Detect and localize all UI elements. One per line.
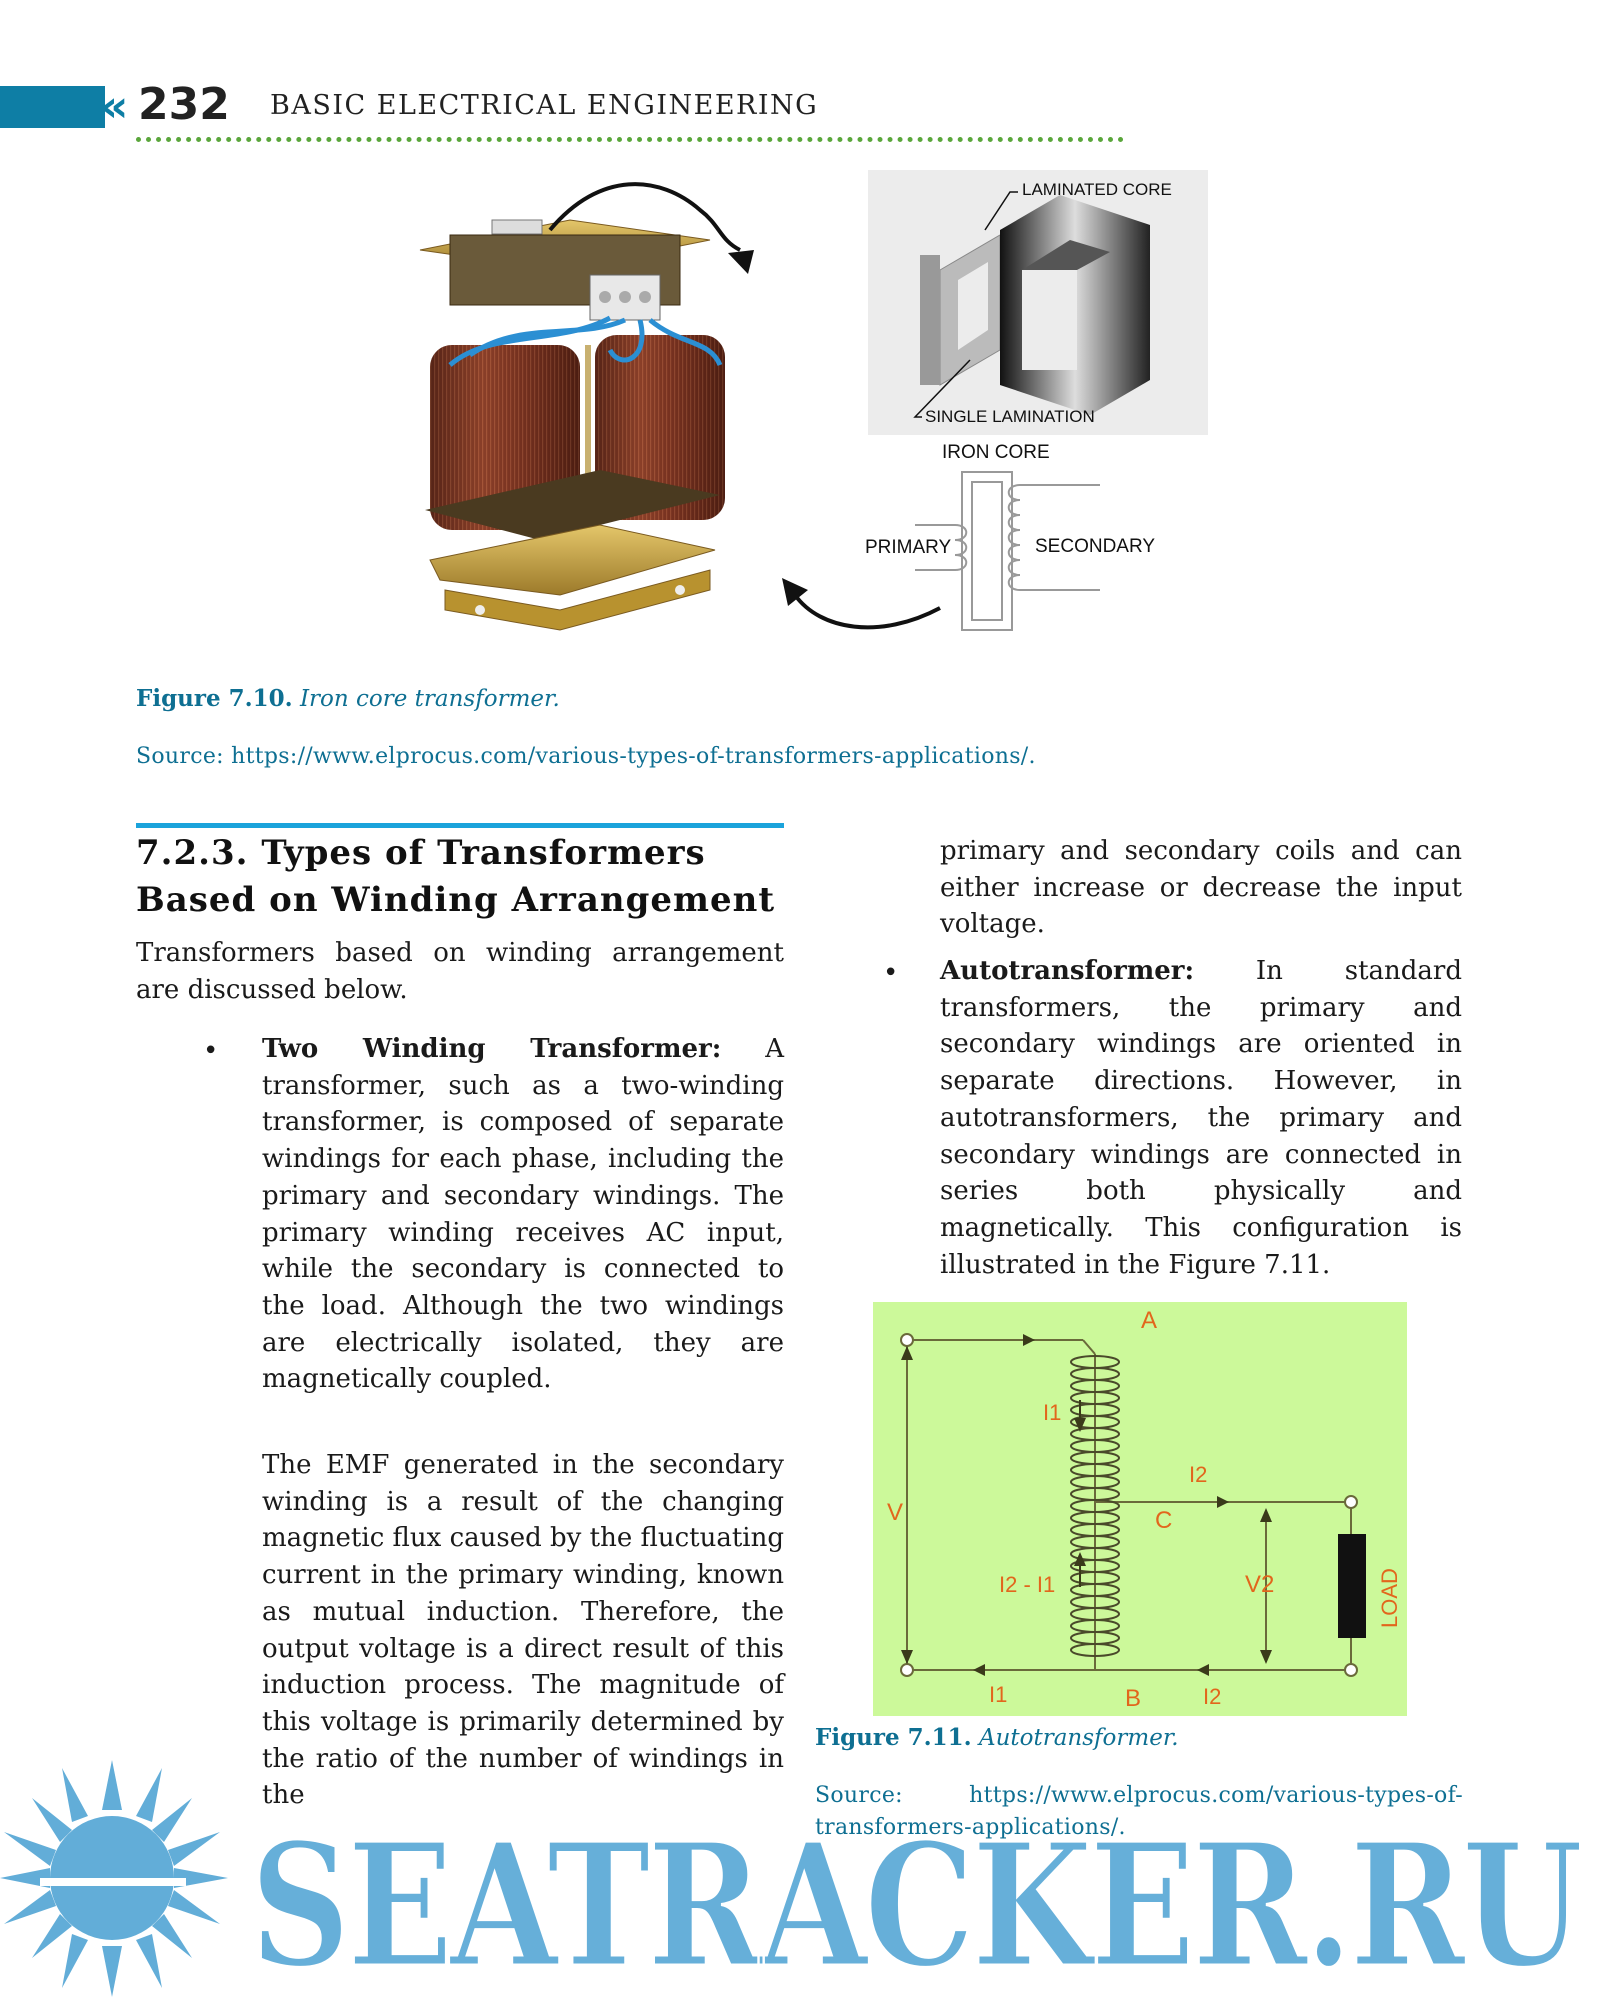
header-dotted-rule (136, 137, 1124, 142)
node-label-a: A (1141, 1307, 1158, 1334)
two-winding-term: Two Winding Transformer: (262, 1034, 722, 1064)
two-winding-text: A transformer, such as a two-winding transformer, is composed of separate windings for each phase, including the primary and secondary windings. The primary winding receives AC input, while the secondary is connected to the load. Although the two windings are electrically isolated, they are magnetically coupled. (262, 1034, 784, 1395)
running-title: BASIC ELECTRICAL ENGINEERING (270, 90, 819, 121)
transformer-photo (420, 220, 725, 630)
figure-7-11-caption-label: Figure 7.11. (815, 1724, 972, 1751)
intro-paragraph: Transformers based on winding arrangement are discussed below. (136, 938, 784, 1005)
voltage-label-v2: V2 (1245, 1571, 1275, 1598)
figure-7-11-source: Source: https://www.elprocus.com/various-types-of-transformers-applications/. (815, 1783, 1463, 1840)
section-heading-line2: Based on Winding Arrangement (136, 880, 776, 920)
arrow-head-icon (728, 250, 754, 274)
arrow-to-photo (795, 595, 940, 627)
figure-7-10-caption-text: Iron core transformer. (299, 686, 560, 712)
figure-7-11-caption (815, 1722, 1179, 1754)
autotransformer-text: In standard transformers, the primary and secondary windings are oriented in separate directions. However, in autotransformers, the primary and secondary windings are connected in series both physically and magnetically. This configuration is illustrated in the Figure 7.11. (940, 956, 1462, 1280)
current-label-i1-bottom: I1 (989, 1682, 1008, 1707)
figure-7-10-iron-core-transformer (410, 170, 1210, 640)
label-laminated-core: LAMINATED CORE (1022, 180, 1172, 199)
current-label-i2-top: I2 (1189, 1462, 1208, 1487)
continuation-paragraph: primary and secondary coils and can either increase or decrease the input voltage. (940, 836, 1462, 940)
figure-7-11-caption-text: Autotransformer. (978, 1725, 1179, 1751)
figure-7-10-caption (136, 683, 560, 715)
watermark (0, 1760, 1597, 1997)
lamination-panel (868, 170, 1208, 435)
figure-7-10-source: Source: https://www.elprocus.com/various-types-of-transformers-applications/. (136, 744, 1036, 769)
label-secondary: SECONDARY (1035, 536, 1156, 557)
section-heading-line1: 7.2.3. Types of Transformers (136, 833, 706, 873)
bullet-icon: • (203, 1036, 219, 1066)
current-label-i1-top: I1 (1043, 1400, 1062, 1425)
section-heading (136, 830, 796, 924)
autotransformer-term: Autotransformer: (940, 956, 1195, 986)
section-rule (136, 823, 784, 828)
header-chevron-icon: « (100, 81, 129, 132)
arrow-head-icon (782, 578, 808, 606)
voltage-label-v: V (887, 1499, 904, 1526)
page-number: 232 (138, 79, 230, 130)
label-single-lamination: SINGLE LAMINATION (925, 407, 1095, 426)
figure-7-10-caption-label: Figure 7.10. (136, 685, 293, 712)
current-label-i2-bottom: I2 (1203, 1684, 1222, 1709)
label-primary: PRIMARY (865, 537, 952, 558)
figure-7-11-autotransformer-diagram (873, 1302, 1407, 1716)
load-label: LOAD (1377, 1568, 1402, 1628)
two-winding-paragraph (262, 1031, 784, 1398)
emf-paragraph: The EMF generated in the secondary winding is a result of the changing magnetic flux caused by the fluctuating current in the primary winding, known as mutual induction. Therefore, the output voltage is a direct result of this induction process. The magnitude of this voltage is primarily determined by the ratio of the number of windings in the (262, 1450, 784, 1811)
iron-core-schematic (865, 442, 1155, 630)
current-label-i2-minus-i1: I2 - I1 (999, 1572, 1056, 1597)
node-label-c: C (1155, 1507, 1173, 1534)
node-label-b: B (1125, 1685, 1142, 1712)
label-iron-core: IRON CORE (942, 442, 1050, 463)
watermark-sun-icon (0, 1760, 228, 1997)
bullet-icon: • (883, 958, 899, 988)
load-resistor (1338, 1534, 1366, 1638)
autotransformer-paragraph (940, 953, 1462, 1283)
header-accent-bar (0, 86, 105, 128)
watermark-text: SEATRACKER.RU (250, 1806, 1581, 1997)
